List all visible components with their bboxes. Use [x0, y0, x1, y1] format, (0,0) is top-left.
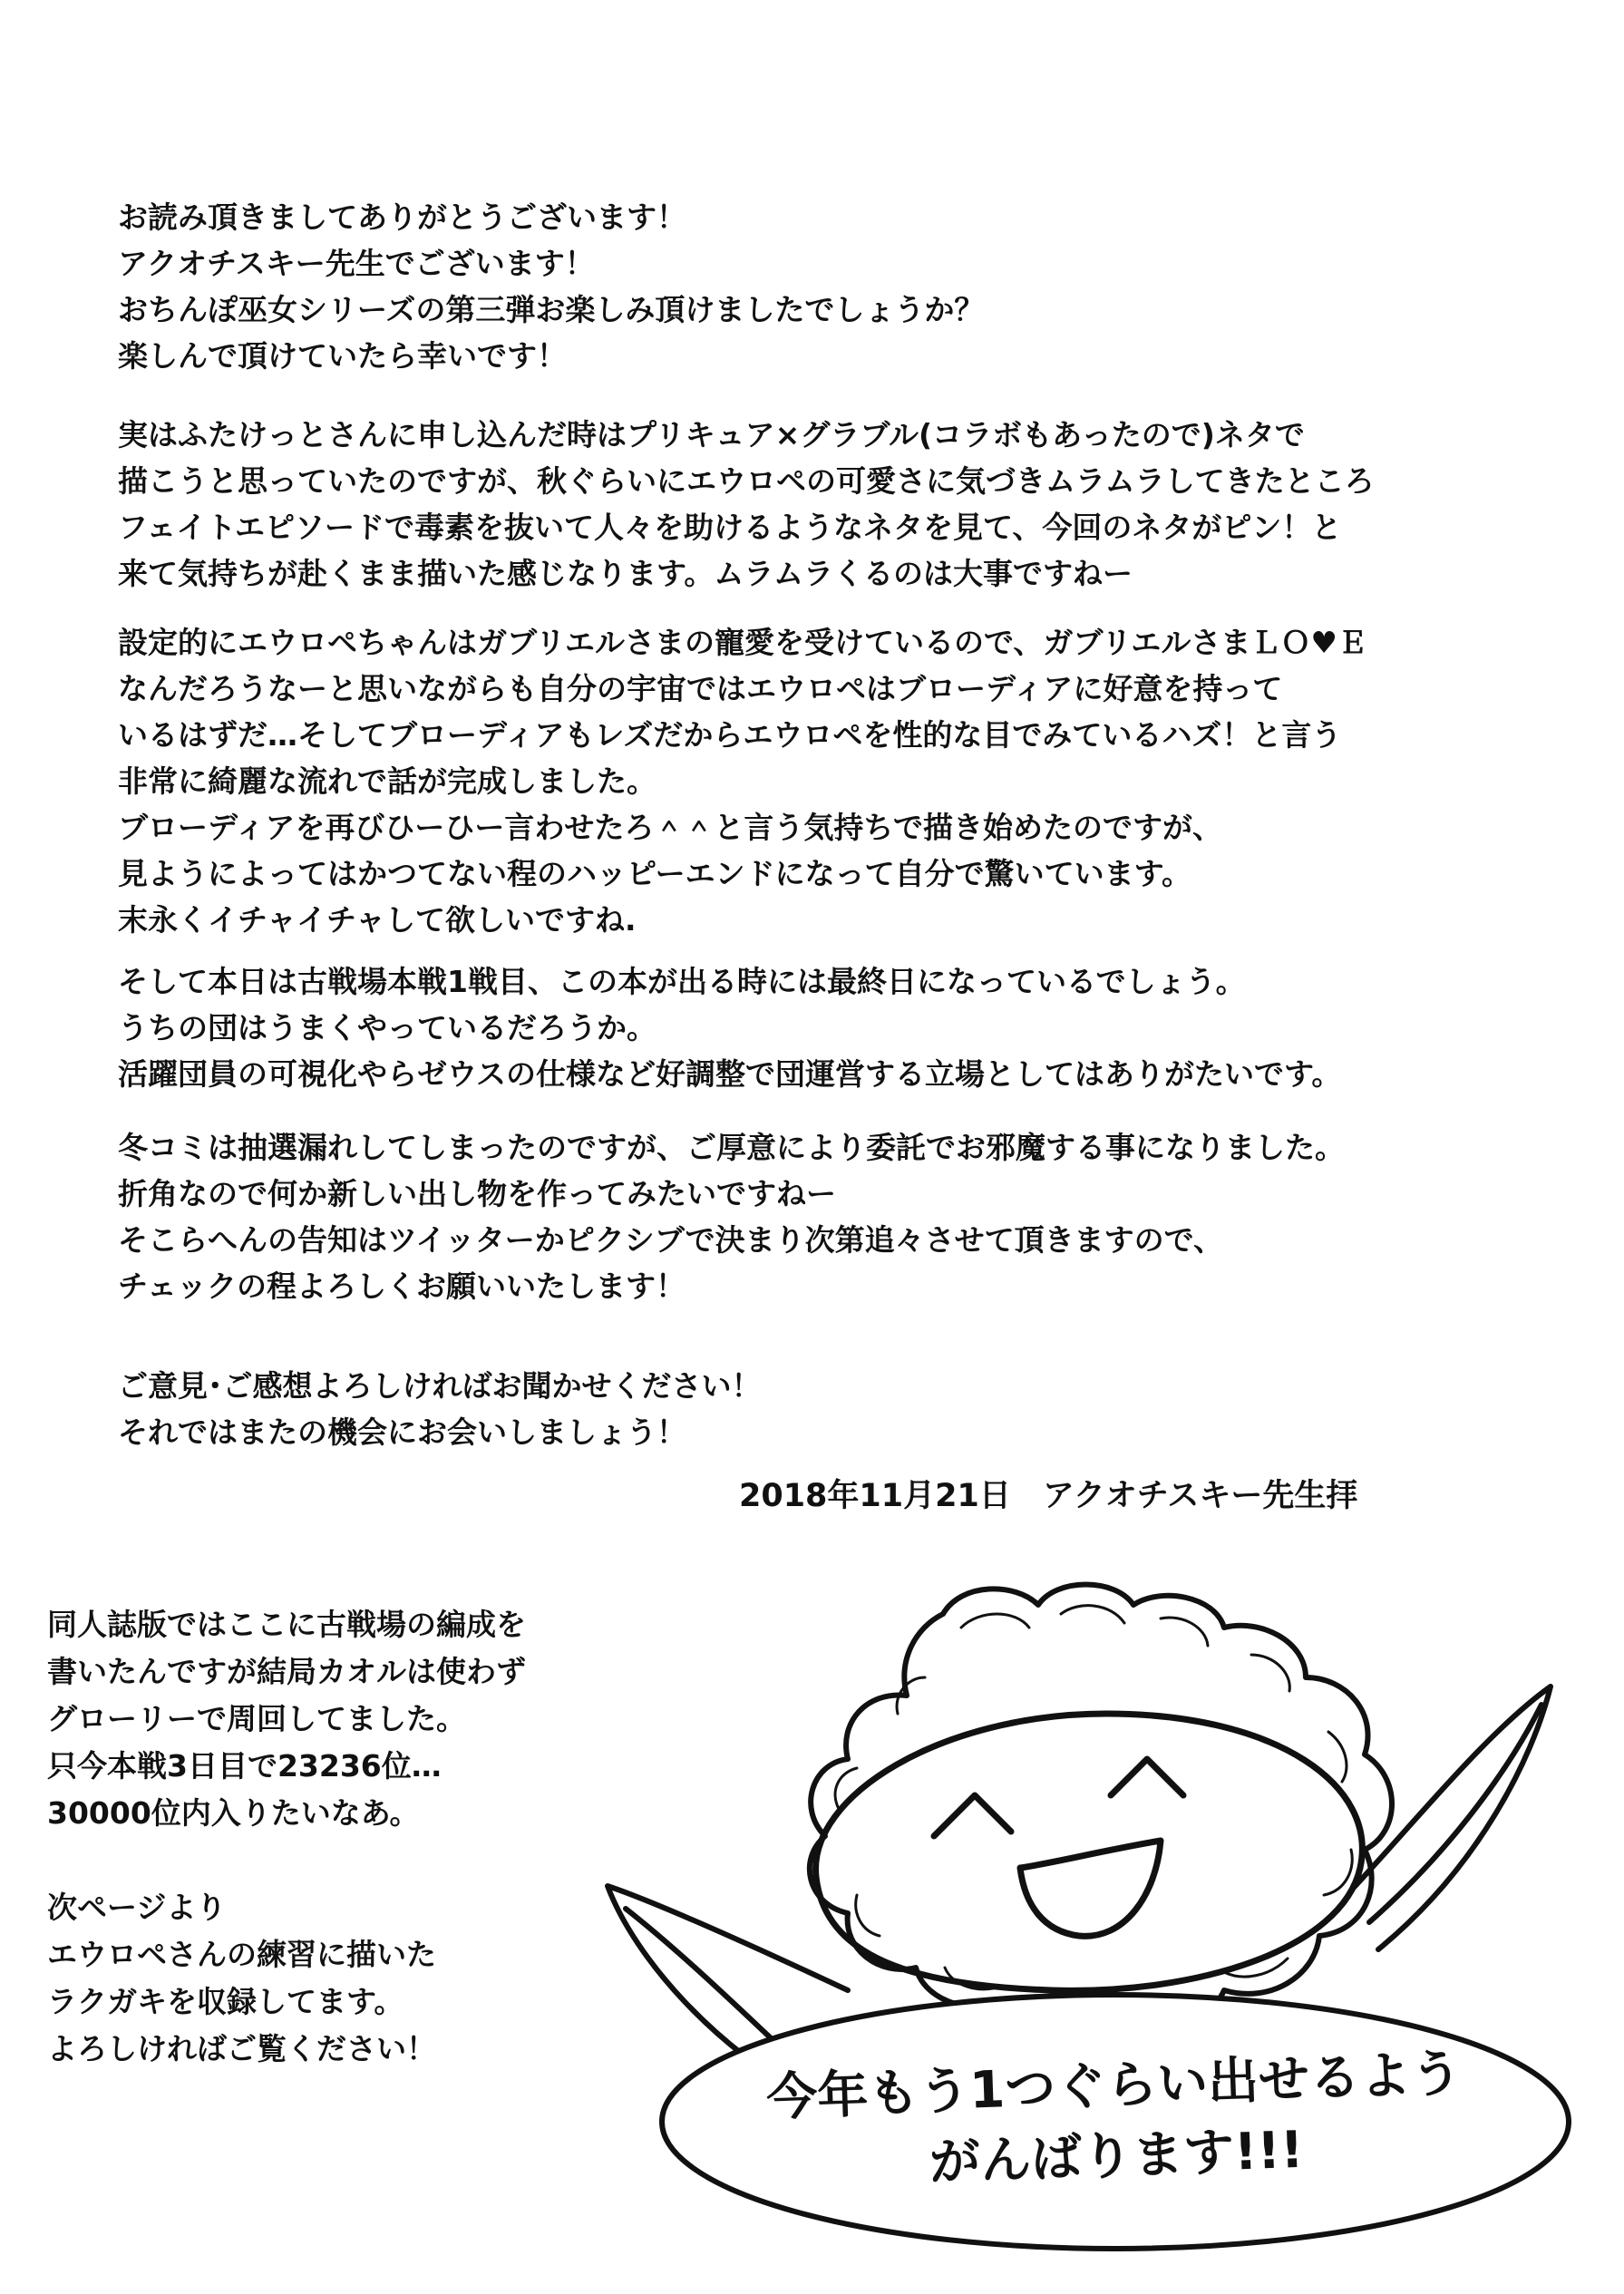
text-line: 末永くイチャイチャして欲しいですね.	[118, 902, 637, 938]
afterword-paragraph-greeting	[118, 194, 1532, 379]
text-line: そこらへんの告知はツイッターかピクシブで決まり次第追々させて頂きますので、	[118, 1222, 1224, 1258]
text-line: ラクガキを収録してます。	[47, 1984, 404, 2019]
text-line: エウロペさんの練習に描いた	[47, 1937, 436, 1972]
afterword-paragraph-comiket	[118, 1124, 1532, 1309]
afterword-paragraph-closing	[118, 1363, 1532, 1455]
text-line: 活躍団員の可視化やらゼウスの仕様など好調整で団運営する立場としてはありがたいです。	[118, 1056, 1342, 1092]
text-line: うちの団はうまくやっているだろうか。	[118, 1010, 656, 1045]
text-line: それではまたの機会にお会いしましょう！	[118, 1414, 686, 1450]
speech-line-1: 今年もう1つぐらい出せるよう	[765, 2044, 1464, 2128]
text-line: ブローディアを再びひーひー言わせたろ＾＾と言う気持ちで描き始めたのですが、	[118, 810, 1223, 845]
text-line: 描こうと思っていたのですが、秋ぐらいにエウロペの可愛さに気づきムラムラしてきたところ	[118, 463, 1375, 499]
petal-outline	[810, 1585, 1392, 2029]
right-eye	[1111, 1759, 1183, 1795]
paragraph-gap	[47, 1837, 526, 1884]
text-line: 実はふたけっとさんに申し込んだ時はプリキュア×グラブル(コラボもあったので)ネタで	[118, 417, 1305, 452]
text-line: フェイトエピソードで毒素を抜いて人々を助けるようなネタを見て、今回のネタがピン！と	[118, 510, 1342, 545]
afterword-paragraph-origin	[118, 412, 1532, 597]
text-line: 楽しんで頂けていたら幸いです！	[118, 338, 567, 374]
text-line: いるはずだ…そしてブローディアもレズだからエウロペを性的な目でみているハズ！と言う	[118, 717, 1342, 753]
text-line: 書いたんですが結局カオルは使わず	[47, 1654, 526, 1689]
text-line: 30000位内入りたいなあ。	[47, 1795, 420, 1831]
text-line: 折角なので何か新しい出し物を作ってみたいですねー	[118, 1176, 836, 1211]
afterword-paragraph-event	[118, 958, 1532, 1097]
text-line: そして本日は古戦場本戦1戦目、この本が出る時には最終日になっているでしょう。	[118, 964, 1246, 999]
right-leaf	[1351, 1686, 1551, 1949]
text-line: よろしければご覧ください！	[47, 2031, 436, 2066]
text-line: 非常に綺麗な流れで話が完成しました。	[118, 763, 656, 799]
text-line: お読み頂きましてありがとうございます！	[118, 199, 686, 235]
side-note	[47, 1601, 526, 2073]
left-eye	[934, 1795, 1011, 1836]
text-line: グローリーで周回してました。	[47, 1701, 466, 1736]
text-line: おちんぽ巫女シリーズの第三弾お楽しみ頂けましたでしょうか？	[118, 292, 985, 327]
text-line: 次ページより	[47, 1890, 227, 1925]
text-line: チェックの程よろしくお願いいたします！	[118, 1269, 686, 1304]
text-line: アクオチスキー先生でございます！	[118, 246, 595, 281]
text-line: 見ようによってはかつてない程のハッピーエンドになって自分で驚いています。	[118, 856, 1192, 891]
signature-date: 2018年11月21日 アクオチスキー先生拝	[739, 1478, 1358, 1514]
speech-line-2: がんばります!!!	[929, 2120, 1305, 2193]
text-line: 只今本戦3日目で23236位…	[47, 1748, 442, 1784]
text-line: 同人誌版ではここに古戦場の編成を	[47, 1607, 526, 1642]
afterword-paragraph-setting	[118, 619, 1532, 943]
text-line: 冬コミは抽選漏れしてしまったのですが、ご厚意により委託でお邪魔する事になりました。	[118, 1130, 1345, 1165]
mouth	[1020, 1841, 1161, 1936]
text-line: ご意見･ご感想よろしければお聞かせください！	[118, 1368, 762, 1404]
speech-bubble-text	[705, 2036, 1526, 2206]
text-line: 来て気持ちが赴くまま描いた感じなります。ムラムラくるのは大事ですねー	[118, 556, 1133, 591]
text-line: なんだろうなーと思いながらも自分の宇宙ではエウロペはブローディアに好意を持って	[118, 671, 1283, 706]
text-line: 設定的にエウロペちゃんはガブリエルさまの寵愛を受けているので、ガブリエルさまＬＯ♥Ｅ	[118, 625, 1367, 660]
